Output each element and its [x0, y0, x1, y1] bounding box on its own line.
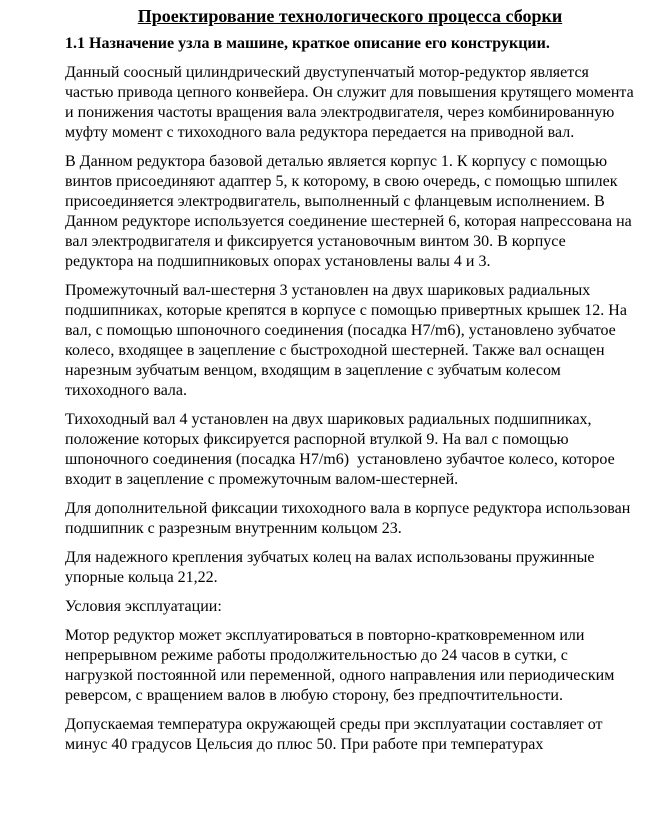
paragraph-6: Для надежного крепления зубчатых колец на валах использованы пружинные упорные кольца 21,22.: [65, 549, 599, 586]
paragraph-9: Допускаемая температура окружающей среды при эксплуатации составляет от минус 40 градусов Цельсия до плюс 50. При работе при температурах: [65, 716, 607, 753]
paragraph-2: В Данном редуктора базовой деталью является корпус 1. К корпусу с помощью винтов присоединяют адаптер 5, к которому, в свою очередь, с помощью шпилек присоединяется электродвигатель, выполненный с фланцевым исполнением. В Данном редукторе используется соединение шестерней 6, которая напрессована на вал электродвигателя и фиксируется установочным винтом 30. В корпусе редуктора на подшипниковых опорах установлены валы 4 и 3.: [65, 153, 636, 270]
paragraph-4: Тихоходный вал 4 установлен на двух шариковых радиальных подшипниках, положение которых фиксируется распорной втулкой 9. На вал с помощью шпоночного соединения (посадка H7/m6) установлено зубачтое колесо, которое входит в зацепление с промежуточным валом-шестерней.: [65, 411, 619, 488]
paragraph-5: Для дополнительной фиксации тихоходного вала в корпусе редуктора использован подшипник с разрезным внутренним кольцом 23.: [65, 500, 635, 537]
section-heading: 1.1 Назначение узла в машине, краткое описание его конструкции.: [65, 35, 550, 52]
document-title: Проектирование технологического процесса сборки: [137, 6, 563, 26]
paragraph-8: Мотор редуктор может эксплуатироваться в повторно-кратковременном или непрерывном режиме работы продолжительностью до 24 часов в сутки, с нагрузкой постоянной или переменной, одного направления или периодическим реверсом, с вращением валов в любую сторону, без предпочтительности.: [65, 627, 619, 704]
document-body: [65, 63, 638, 755]
paragraph-1: Данный соосный цилиндрический двуступенчатый мотор-редуктор является частью привода цепного конвейера. Он служит для повышения крутящего момента и понижения частоты вращения вала электродвигателя, через комбинированную муфту момент с тихоходного вала редуктора передается на приводной вал.: [65, 64, 638, 141]
paragraph-7: Условия эксплуатации:: [65, 598, 222, 615]
paragraph-3: Промежуточный вал-шестерня 3 установлен на двух шариковых радиальных подшипниках, которые крепятся в корпусе с помощью привертных крышек 12. На вал, с помощью шпоночного соединения (посадка H7/m6), установлено зубчатое колесо, входящее в зацепление с быстроходной шестерней. Также вал оснащен нарезным зубчатым венцом, входящим в зацепление с зубчатым колесом тихоходного вала.: [65, 282, 631, 399]
